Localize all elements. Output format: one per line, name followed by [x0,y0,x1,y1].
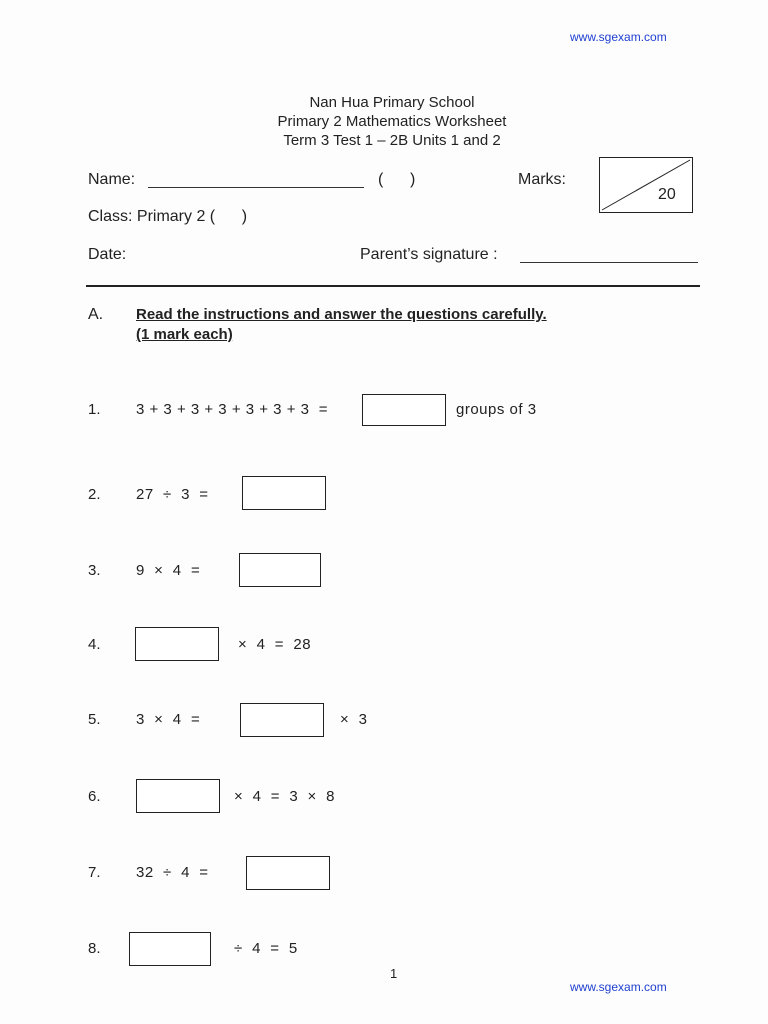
answer-box[interactable] [135,627,219,661]
answer-box[interactable] [136,779,220,813]
question-suffix: × 3 [340,711,368,728]
parent-signature-label: Parent’s signature : [360,246,498,263]
question-number: 2. [88,486,101,503]
worksheet-subject: Primary 2 Mathematics Worksheet [277,113,507,130]
answer-box[interactable] [239,553,321,587]
header-divider [86,285,700,287]
question-suffix: groups of 3 [456,401,537,418]
test-title: Term 3 Test 1 – 2B Units 1 and 2 [283,132,501,149]
question-number: 8. [88,940,101,957]
question-number: 1. [88,401,101,418]
section-instruction: Read the instructions and answer the questions carefully. [136,306,547,323]
site-url-bottom[interactable]: www.sgexam.com [570,980,667,994]
name-field-line[interactable] [148,187,364,188]
question-expression: 27 ÷ 3 = [136,486,209,503]
question-expression: 32 ÷ 4 = [136,864,209,881]
marks-label: Marks: [518,171,566,188]
answer-box[interactable] [129,932,211,966]
answer-box[interactable] [242,476,326,510]
question-expression: ÷ 4 = 5 [234,940,298,957]
date-label: Date: [88,246,127,263]
marks-box [599,157,693,213]
question-expression: 3 × 4 = [136,711,201,728]
page-number: 1 [390,966,398,981]
school-name: Nan Hua Primary School [309,94,475,111]
question-number: 6. [88,788,101,805]
section-mark-note: (1 mark each) [136,326,233,343]
question-expression: × 4 = 3 × 8 [234,788,335,805]
name-label: Name: [88,171,136,188]
question-expression: 9 × 4 = [136,562,201,579]
marks-total: 20 [658,186,676,203]
marks-diagonal [600,158,692,212]
parent-signature-line[interactable] [520,262,698,263]
question-expression: × 4 = 28 [238,636,312,653]
site-url-top[interactable]: www.sgexam.com [570,30,667,44]
question-number: 3. [88,562,101,579]
section-letter: A. [88,306,104,323]
question-expression: 3 + 3 + 3 + 3 + 3 + 3 + 3 = [136,401,329,418]
answer-box[interactable] [240,703,324,737]
class-label: Class: Primary 2 ( ) [88,208,248,225]
question-number: 7. [88,864,101,881]
answer-box[interactable] [246,856,330,890]
question-number: 5. [88,711,101,728]
question-number: 4. [88,636,101,653]
answer-box[interactable] [362,394,446,426]
register-number-paren: ( ) [378,171,416,188]
